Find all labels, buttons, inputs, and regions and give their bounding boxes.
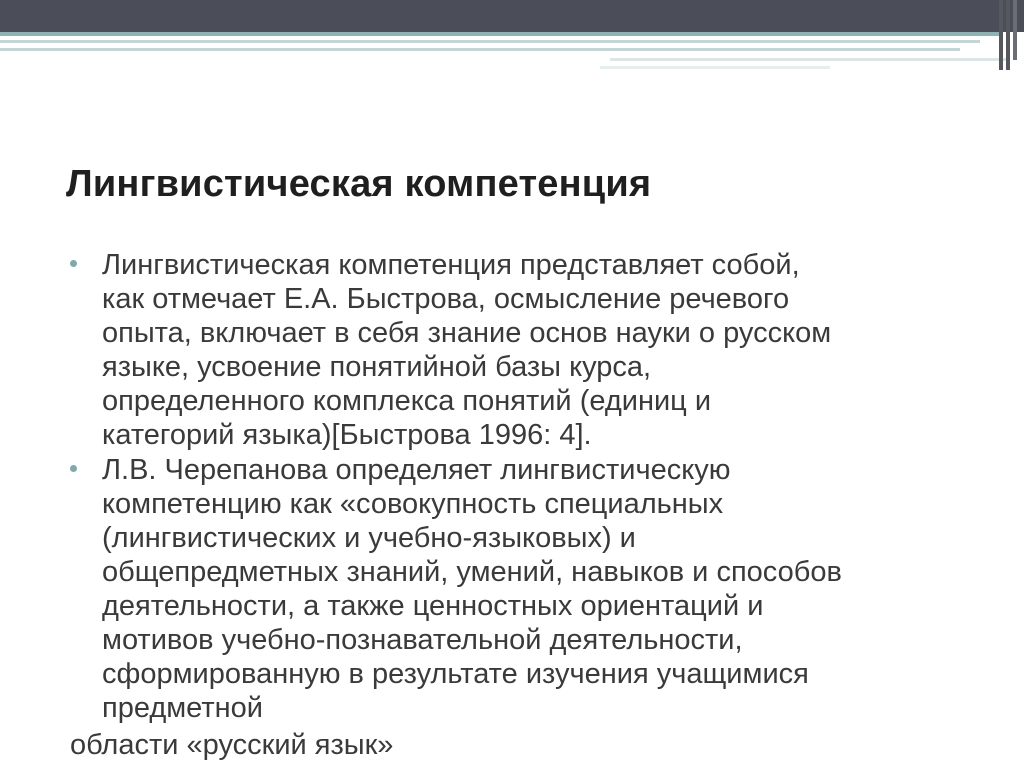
header-accent-line bbox=[0, 32, 1000, 36]
bullet-line: деятельности, а также ценностных ориентаций и bbox=[102, 590, 764, 622]
bullet-line: предметной bbox=[102, 692, 263, 724]
bullet-dot-icon bbox=[70, 465, 77, 472]
bullet-text bbox=[102, 453, 1002, 725]
header-band bbox=[0, 0, 1024, 32]
continuation-line: области «русский язык» bbox=[70, 729, 394, 761]
bullet-line: определенного комплекса понятий (единиц и bbox=[102, 385, 712, 417]
header-stripe bbox=[600, 66, 830, 69]
bullet-line: мотивов учебно-познавательной деятельности, bbox=[102, 624, 743, 656]
header-stripe bbox=[610, 58, 1010, 61]
bullet-line: (лингвистических и учебно-языковых) и bbox=[102, 522, 636, 554]
bullet-line: категорий языка)[Быстрова 1996: 4]. bbox=[102, 419, 592, 451]
corner-bar bbox=[1013, 0, 1017, 60]
corner-bar bbox=[999, 0, 1003, 70]
bullet-line: Лингвистическая компетенция представляет собой, bbox=[102, 249, 800, 281]
bullet-dot-icon bbox=[70, 260, 77, 267]
bullet-line: как отмечает Е.А. Быстрова, осмысление речевого bbox=[102, 283, 790, 315]
bullet-line: языке, усвоение понятийной базы курса, bbox=[102, 351, 652, 383]
corner-bar bbox=[1006, 0, 1010, 70]
bullet-line: компетенцию как «совокупность специальных bbox=[102, 488, 724, 520]
slide-title: Лингвистическая компетенция bbox=[66, 163, 652, 205]
header-stripe bbox=[0, 40, 980, 43]
bullet-line: опыта, включает в себя знание основ науки о русском bbox=[102, 317, 832, 349]
bullet-line: сформированную в результате изучения учащимися bbox=[102, 658, 809, 690]
bullet-line: Л.В. Черепанова определяет лингвистическую bbox=[102, 454, 731, 486]
header-stripe bbox=[0, 48, 960, 51]
bullet-line: общепредметных знаний, умений, навыков и способов bbox=[102, 556, 842, 588]
bullet-text bbox=[102, 248, 1002, 452]
